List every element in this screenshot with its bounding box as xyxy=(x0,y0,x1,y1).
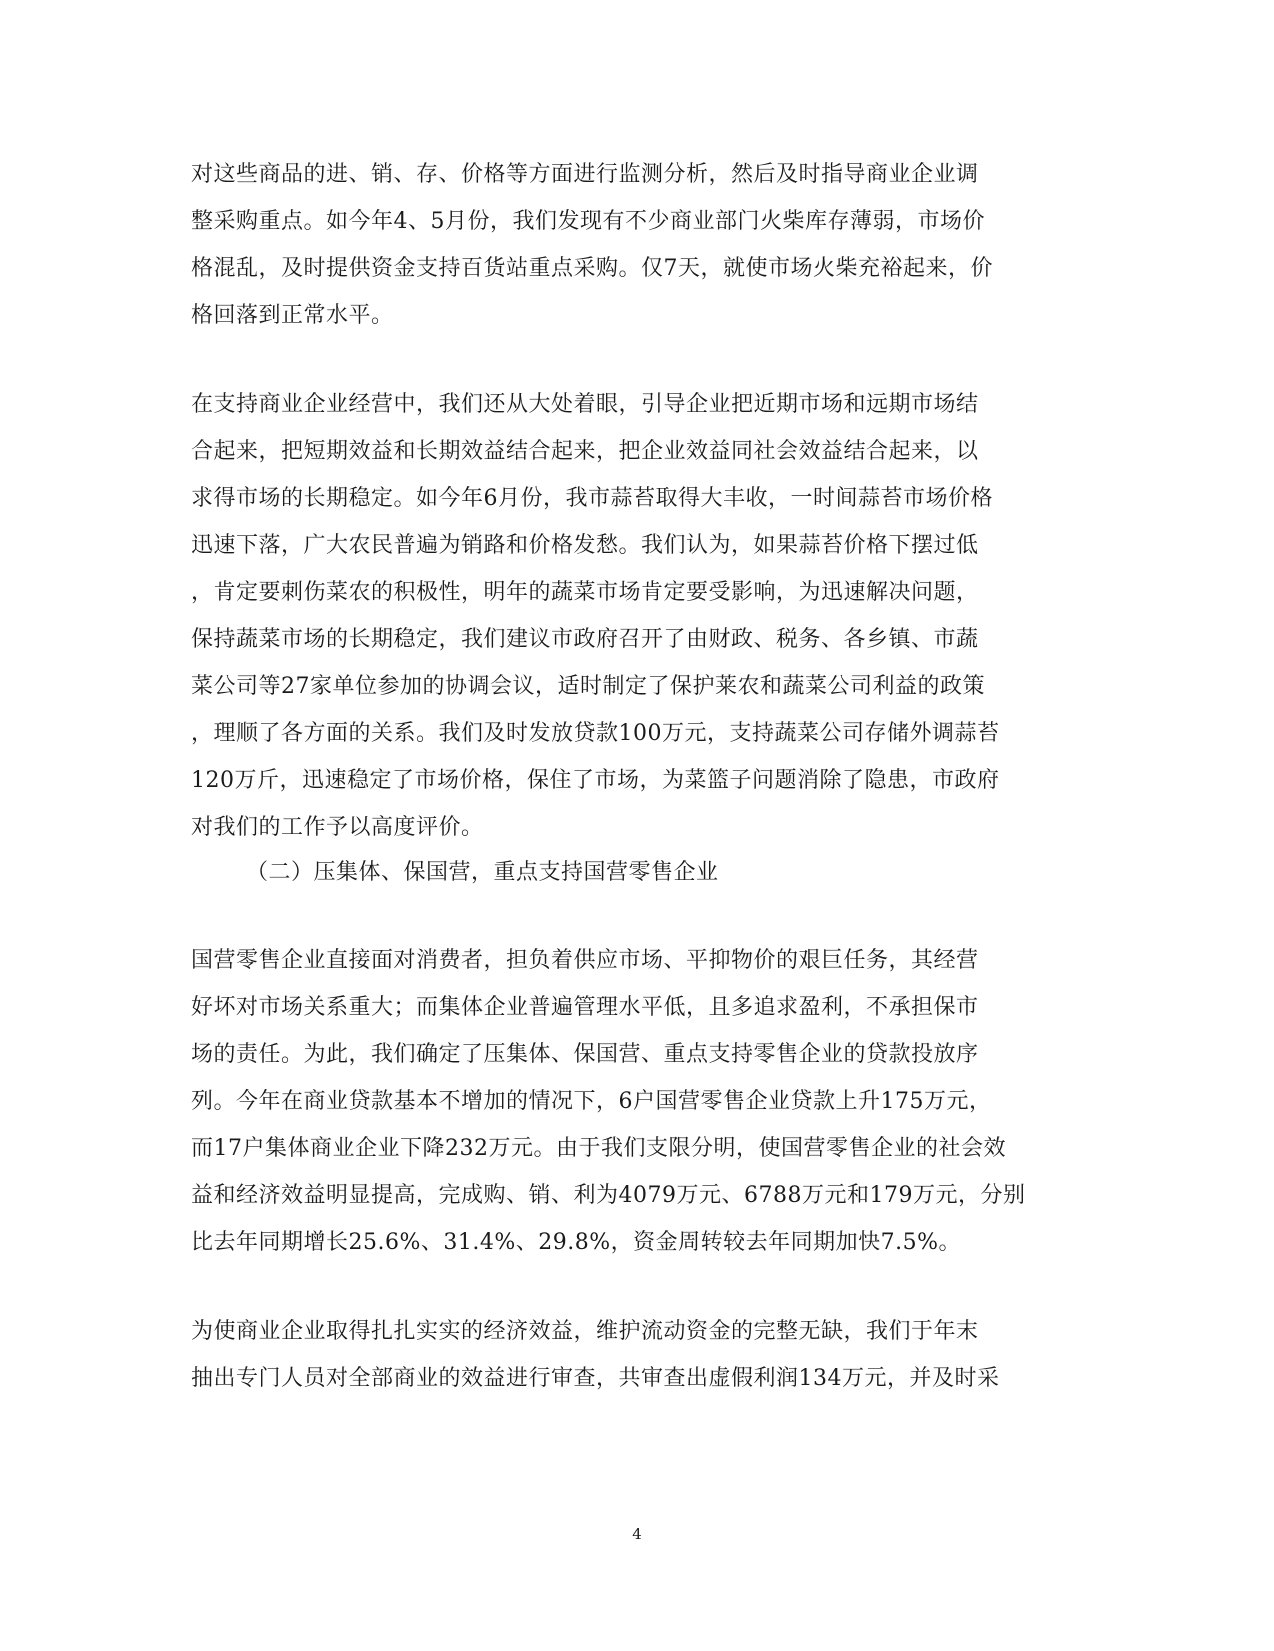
page-number: 4 xyxy=(632,1525,642,1543)
paragraph-3-line-3: 场的责任。为此，我们确定了压集体、保国营、重点支持零售企业的贷款投放序 xyxy=(191,1042,979,1067)
paragraph-4-line-2: 抽出专门人员对全部商业的效益进行审查，共审查出虚假利润134万元，并及时采 xyxy=(191,1366,1000,1391)
paragraph-2-line-9: 120万斤，迅速稳定了市场价格，保住了市场，为菜篮子问题消除了隐患，市政府 xyxy=(191,768,1000,793)
paragraph-1-line-2: 整采购重点。如今年4、5月份，我们发现有不少商业部门火柴库存薄弱，市场价 xyxy=(191,209,985,234)
paragraph-1-line-4: 格回落到正常水平。 xyxy=(191,303,394,328)
paragraph-2-line-6: 保持蔬菜市场的长期稳定，我们建议市政府召开了由财政、税务、各乡镇、市蔬 xyxy=(191,627,979,652)
paragraph-3-line-4: 列。今年在商业贷款基本不增加的情况下，6户国营零售企业贷款上升175万元， xyxy=(191,1089,992,1114)
paragraph-3-line-7: 比去年同期增长25.6%、31.4%、29.8%，资金周转较去年同期加快7.5%。 xyxy=(191,1230,962,1255)
paragraph-2-line-3: 求得市场的长期稳定。如今年6月份，我市蒜苔取得大丰收，一时间蒜苔市场价格 xyxy=(191,486,993,511)
section-heading: （二）压集体、保国营，重点支持国营零售企业 xyxy=(246,860,719,885)
paragraph-2-line-1: 在支持商业企业经营中，我们还从大处着眼，引导企业把近期市场和远期市场结 xyxy=(191,392,979,417)
paragraph-2-line-10: 对我们的工作予以高度评价。 xyxy=(191,815,484,840)
paragraph-3-line-5: 而17户集体商业企业下降232万元。由于我们支限分明，使国营零售企业的社会效 xyxy=(191,1136,1006,1161)
paragraph-3-line-6: 益和经济效益明显提高，完成购、销、利为4079万元、6788万元和179万元，分别 xyxy=(191,1183,1026,1208)
paragraph-3-line-1: 国营零售企业直接面对消费者，担负着供应市场、平抑物价的艰巨任务，其经营 xyxy=(191,948,979,973)
paragraph-2-line-8: ，理顺了各方面的关系。我们及时发放贷款100万元，支持蔬菜公司存储外调蒜苔 xyxy=(191,721,1000,746)
paragraph-1-line-3: 格混乱，及时提供资金支持百货站重点采购。仅7天，就使市场火柴充裕起来，价 xyxy=(191,256,993,281)
paragraph-3-line-2: 好坏对市场关系重大；而集体企业普遍管理水平低，且多追求盈利，不承担保市 xyxy=(191,995,979,1020)
paragraph-2-line-2: 合起来，把短期效益和长期效益结合起来，把企业效益同社会效益结合起来，以 xyxy=(191,439,979,464)
paragraph-2-line-4: 迅速下落，广大农民普遍为销路和价格发愁。我们认为，如果蒜苔价格下摆过低 xyxy=(191,533,979,558)
paragraph-4-line-1: 为使商业企业取得扎扎实实的经济效益，维护流动资金的完整无缺，我们于年末 xyxy=(191,1319,979,1344)
paragraph-1-line-1: 对这些商品的进、销、存、价格等方面进行监测分析，然后及时指导商业企业调 xyxy=(191,162,979,187)
paragraph-2-line-5: ，肯定要刺伤菜农的积极性，明年的蔬菜市场肯定要受影响，为迅速解决问题， xyxy=(191,580,979,605)
paragraph-2-line-7: 菜公司等27家单位参加的协调会议，适时制定了保护莱农和蔬菜公司利益的政策 xyxy=(191,674,985,699)
